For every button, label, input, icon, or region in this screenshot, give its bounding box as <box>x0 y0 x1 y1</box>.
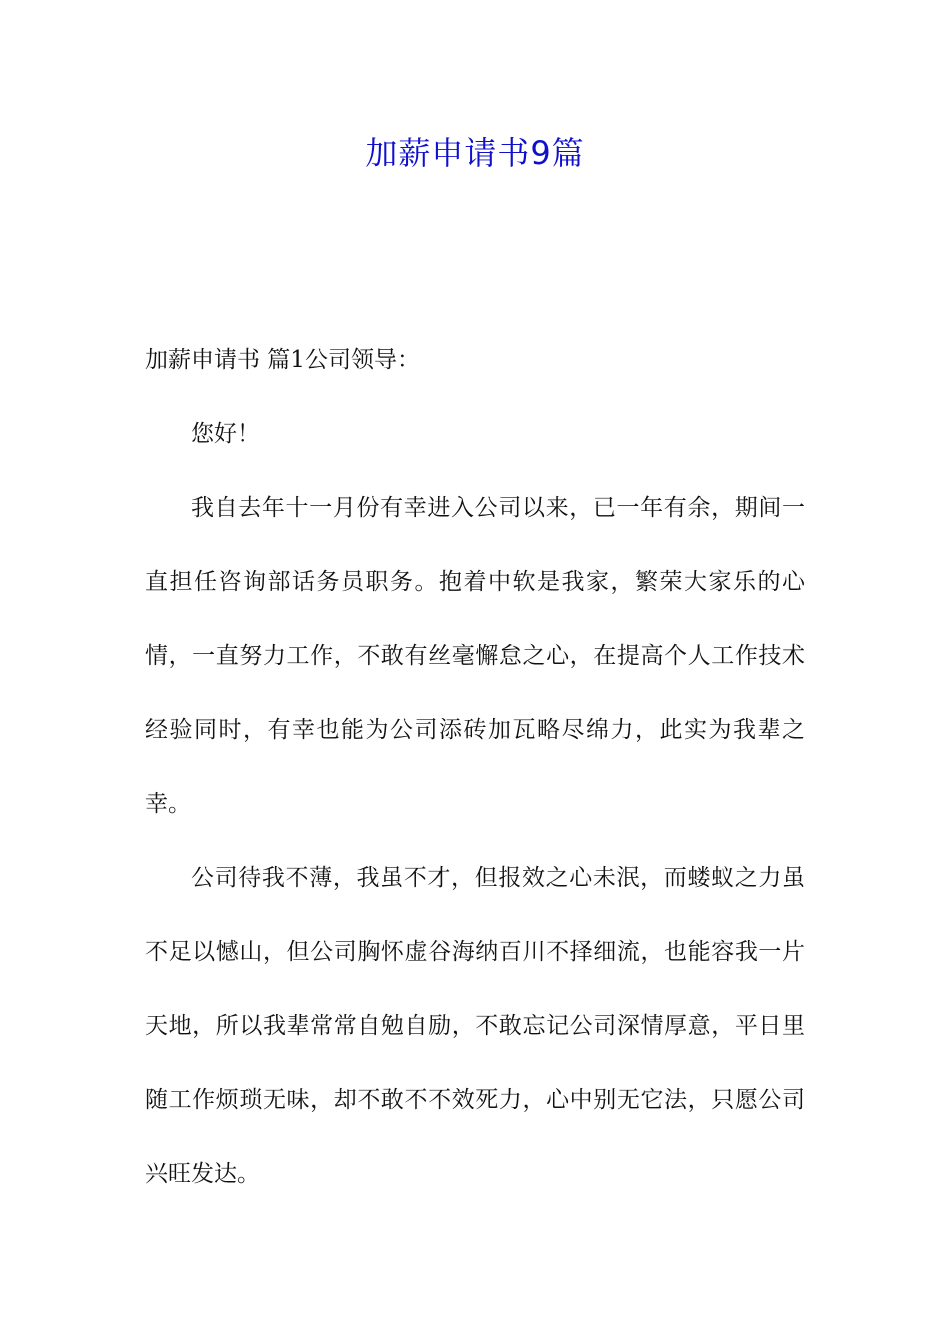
document-title: 加薪申请书9篇 <box>365 134 585 172</box>
body-paragraph-1: 我自去年十一月份有幸进入公司以来，已一年有余，期间一直担任咨询部话务员职务。抱着中软是我家，繁荣大家乐的心情，一直努力工作，不敢有丝毫懈怠之心，在提高个人工作技术经验同时，有幸也能为公司添砖加瓦略尽绵力，此实为我辈之幸。 <box>145 495 805 817</box>
letter-greeting: 您好！ <box>191 421 260 447</box>
letter-intro-line: 加薪申请书 篇1公司领导： <box>145 347 420 373</box>
body-paragraph-2: 公司待我不薄，我虽不才，但报效之心未泯，而蝼蚁之力虽不足以憾山，但公司胸怀虚谷海纳百川不择细流，也能容我一片天地，所以我辈常常自勉自励，不敢忘记公司深情厚意，平日里随工作烦琐无味，却不敢不不效死力，心中别无它法，只愿公司兴旺发达。 <box>145 865 805 1187</box>
